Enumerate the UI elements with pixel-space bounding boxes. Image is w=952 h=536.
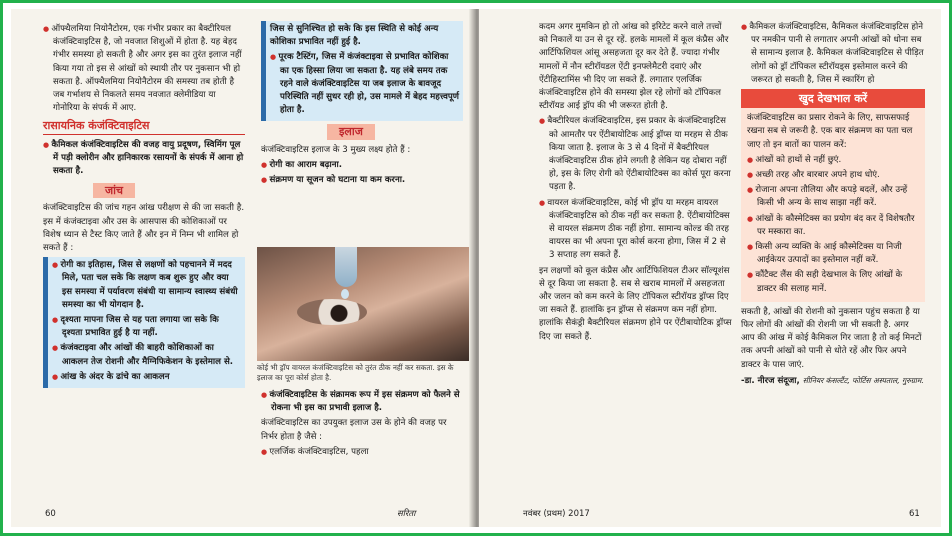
self-care-title: खुद देखभाल करें [741, 89, 925, 108]
chemical-heading: रासायनिक कंजंक्टिवाइटिस [43, 119, 245, 134]
eye-shape [297, 299, 367, 325]
test-item: ● रोगी का इतिहास, जिस से लक्षणों को पहचानने में मदद मिले, पता चल सके कि लक्षण कब शुरू हुए और क्या इस समस्या में पर्यावरण संबंधी या सामान्य स्वास्थ्य संबंधी समस्या का भी योगदान है. [52, 259, 241, 312]
self-care-box [741, 89, 925, 302]
chemical-treatment-item: ● कैमिकल कंजंक्टिवाइटिस, कैमिकल कंजंक्टिवाइटिस होने पर नमकीन पानी से लगातार अपनी आंखों को धोना सब से सामान्य इलाज है. कैमिकल कंजंक्टिवाइटिस से पीड़ित लोगों को ड्रॉ टॉपिकल स्टीरॉयड्स इस्तेमाल करने की जरूरत हो सकती है, जिस में स्कारिंग हो [741, 21, 925, 87]
allergic-treatment-paragraph: कदम अगर मुमकिन हो तो आंख को इरिटेट करने वाले तत्त्वों को निकालें या उन से दूर रहें. हलके मामलों में कूल कंप्रैस और आर्टिफिशियल आंसू असहजता दूर कर देते हैं. ज्यादा गंभीर मामलों में नौन स्टीरॉयडल ऐंटी इनफ्लेमैटरी दवाएं और ऐंटीहिस्टामिंस भी दिए जा सकते हैं. लगातार एलर्जिक कंजंक्टिवाइटिस होने की समस्या झेल रहे लोगों को टॉपिकल स्टीरॉयड आई ड्रॉप की भी जरूरत होती है. [539, 22, 729, 112]
spread-prevention-item: ● कंजंक्टिवाइटिस के संक्रामक रूप में इस संक्रमण को फैलने से रोकना भी इस का प्रभावी इलाज है. [261, 389, 463, 415]
test-heading: जांच [93, 183, 135, 198]
magazine-spread [11, 9, 941, 527]
dropper-shape [335, 247, 357, 287]
treatment-heading: इलाज [327, 124, 375, 139]
test-item: ● दृश्यता मापना जिस से यह पता लगाया जा सके कि दृश्यता प्रभावित हुई है या नहीं. [52, 314, 241, 340]
self-care-item: ● किसी अन्य व्यक्ति के आई कौस्मेटिक्स या निजी आईकेयर उत्पादों का इस्तेमाल नहीं करें. [747, 241, 919, 267]
left-column-2 [261, 21, 463, 189]
right-page-number: 61 [909, 509, 920, 519]
test-items-box-continued [261, 21, 463, 121]
allergic-item: ● एलर्जिक कंजंक्टिवाइटिस, पहला [261, 446, 463, 459]
test-paragraph: कंजंक्टिवाइटिस की जांच गहन आंख परीक्षण से की जा सकती है. इस में कंजंक्टाइवा और उस के आसपास की कोशिकाओं पर विशेष ध्यान से टैस्ट किए जाते हैं और इन में निम्न भी शामिल हो सकते हैं : [43, 203, 245, 254]
author-line [741, 374, 925, 388]
eye-drop-photo [257, 247, 471, 361]
author-role: सीनियर कंसल्टैंट, फोर्टिस अस्पताल, गुरुग्राम. [802, 375, 924, 385]
left-column-1 [43, 23, 245, 388]
chemical-paragraph: ● कैमिकल कंजंक्टिवाइटिस की वजह वायु प्रदूषण, स्विमिंग पूल में पड़ी क्लोरीन और हानिकारक रसायनों के संपर्क में आना हो सकता है. [43, 139, 245, 179]
self-care-intro: कंजंक्टिवाइटिस का प्रसार रोकने के लिए, साफसफाई रखना सब से जरूरी है. एक बार संक्रमण का पता चल जाए तो इन बातों का पालन करें: [747, 113, 913, 150]
treatment-item: ● रोगी का आराम बढ़ाना. [261, 159, 463, 172]
self-care-item: ● रोजाना अपना तौलिया और कपड़े बदलें, और उन्हें किसी भी अन्य के साथ साझा नहीं करें. [747, 184, 919, 210]
self-care-item: ● आंखों के कौस्मेटिक्स का प्रयोग बंद कर दें विशेषतौर पर मस्कारा का. [747, 213, 919, 239]
drop-shape [341, 289, 349, 299]
test-items-box [43, 257, 245, 388]
ophthalmia-paragraph: ● ऑफ्थैलमिया नियोनैटोरम, एक गंभीर प्रकार का बैक्टीरियल कंजंक्टिवाइटिस है, जो नवजात शिशुओं में होता है. यह बेहद गंभीर समस्या हो सकती है और अगर इस का तुरंत इलाज नहीं किया गया तो इस से आंखों को स्थायी तौर पर नुकसान भी हो सकता है. ऑफ्थैलमिया नियोनैटोरम की समस्या तब होती है जब गर्भाशय से निकलते समय नवजात क्लेमीडिया या गोनोरिया के संपर्क में आए. [43, 23, 245, 115]
self-care-item: ● कौंटैक्ट लैंस की सही देखभाल के लिए आंखों के डाक्टर की सलाह मानें. [747, 269, 919, 295]
left-page-number: 60 [45, 509, 56, 519]
treatment-item: ● संक्रमण या सूजन को घटाना या कम करना. [261, 174, 463, 187]
test-item: ● आंख के अंदर के ढांचे का आकलन [52, 371, 241, 384]
self-care-item: ● आंखों को हाथों से नहीं छुएं. [747, 154, 919, 167]
issue-date: नवंबर (प्रथम) 2017 [523, 509, 590, 519]
left-page [11, 9, 473, 527]
symptom-relief-paragraph: इन लक्षणों को कूल कंप्रैस और आर्टिफिशियल टीअर सॉल्यूशंस से दूर किया जा सकता है. सब से खराब मामलों में असहजता और जलन को कम करने के लिए टॉपिकल स्टीरॉयड ड्रॉप्स दिए जा सकते हैं. हालांकि इन ड्रॉप्स से संक्रमण कम नहीं होगा. हालांकि सैकंड्री बैक्टीरियल संक्रमण होने पर ऐंटीबायोटिक ड्रॉप्स दिए जा सकते हैं. [539, 265, 732, 342]
treatment-intro: कंजंक्टिवाइटिस इलाज के 3 मुख्य लक्ष्य होते हैं : [261, 144, 411, 155]
supplementary-test-item: ● पूरक टैस्टिंग, जिस में कंजंक्टाइवा से प्रभावित कोशिका का एक हिस्सा लिया जा सकता है. यह लंबे समय तक रहने वाले कंजंक्टिवाइटिस या जब इलाज के बावजूद परिस्थिति नहीं सुधर रही हो, उस मामले में बेहद महत्त्वपूर्ण होता है. [270, 51, 459, 117]
self-care-item: ● अच्छी तरह और बारबार अपने हाथ धोएं. [747, 169, 919, 182]
left-column-2-lower [261, 389, 463, 461]
treatment-depends-paragraph: कंजंक्टिवाइटिस का उपयुक्त इलाज उस के होने की वजह पर निर्भर होता है जैसे : [261, 418, 447, 442]
viral-item: ● वायरल कंजंक्टिवाइटिस, कोई भी ड्रॉप या मरहम वायरल कंजंक्टिवाइटिस को ठीक नहीं कर सकता है. ऐंटीबायोटिक्स से वायरल संक्रमण ठीक नहीं होगा. सामान्य कोल्ड की तरह वायरस का भी अपना पूरा कोर्स करना होगा, जिस में 2 से 3 सप्ताह लग सकते हैं. [539, 197, 733, 263]
photo-caption: कोई भी ड्रॉप वायरल कंजंक्टिवाइटिस को तुरंत ठीक नहीं कर सकता. इस के इलाज का पूरा कोर्स होता है. [257, 363, 454, 382]
test-item: ● कंजंक्टाइवा और आंखों की बाहरी कोशिकाओं का आकलन तेज रोशनी और मैग्निफिकेशन के इस्तेमाल से. [52, 342, 241, 368]
right-page [479, 9, 941, 527]
vision-damage-paragraph: सकती है, आंखों की रोशनी को नुकसान पहुंच सकता है या फिर लोगों की आंखों की रोशनी जा भी सकती है. अगर आप की आंख में कोई कैमिकल गिर जाता है तो कई मिनटों तक अपनी आंखों को पानी से धोते रहें और फिर अपने डाक्टर के पास जाएं. [741, 306, 922, 370]
box-continued-text: जिस से सुनिश्चित हो सके कि इस स्थिति से कोई अन्य कोशिका प्रभावित नहीं हुई है. [270, 24, 439, 48]
right-column-1 [539, 21, 733, 346]
bacterial-item: ● बैक्टीरियल कंजंक्टिवाइटिस, इस प्रकार के कंजंक्टिवाइटिस को आमतौर पर ऐंटीबायोटिक आई ड्रॉप्स या मरहम से ठीक किया जाता है. इलाज के 3 से 4 दिनों में बैक्टीरियल कंजंक्टिवाइटिस ठीक होने लगती है लेकिन यह दोबारा नहीं हो, इस के लिए रोगी को ऐंटीबायोटिक्स का कोर्स पूरा करना पड़ता है. [539, 115, 733, 194]
magazine-name: सरिता [397, 509, 416, 519]
author-name: -डा. नीरज संदूजा, [741, 375, 800, 386]
right-column-2 [741, 21, 925, 390]
